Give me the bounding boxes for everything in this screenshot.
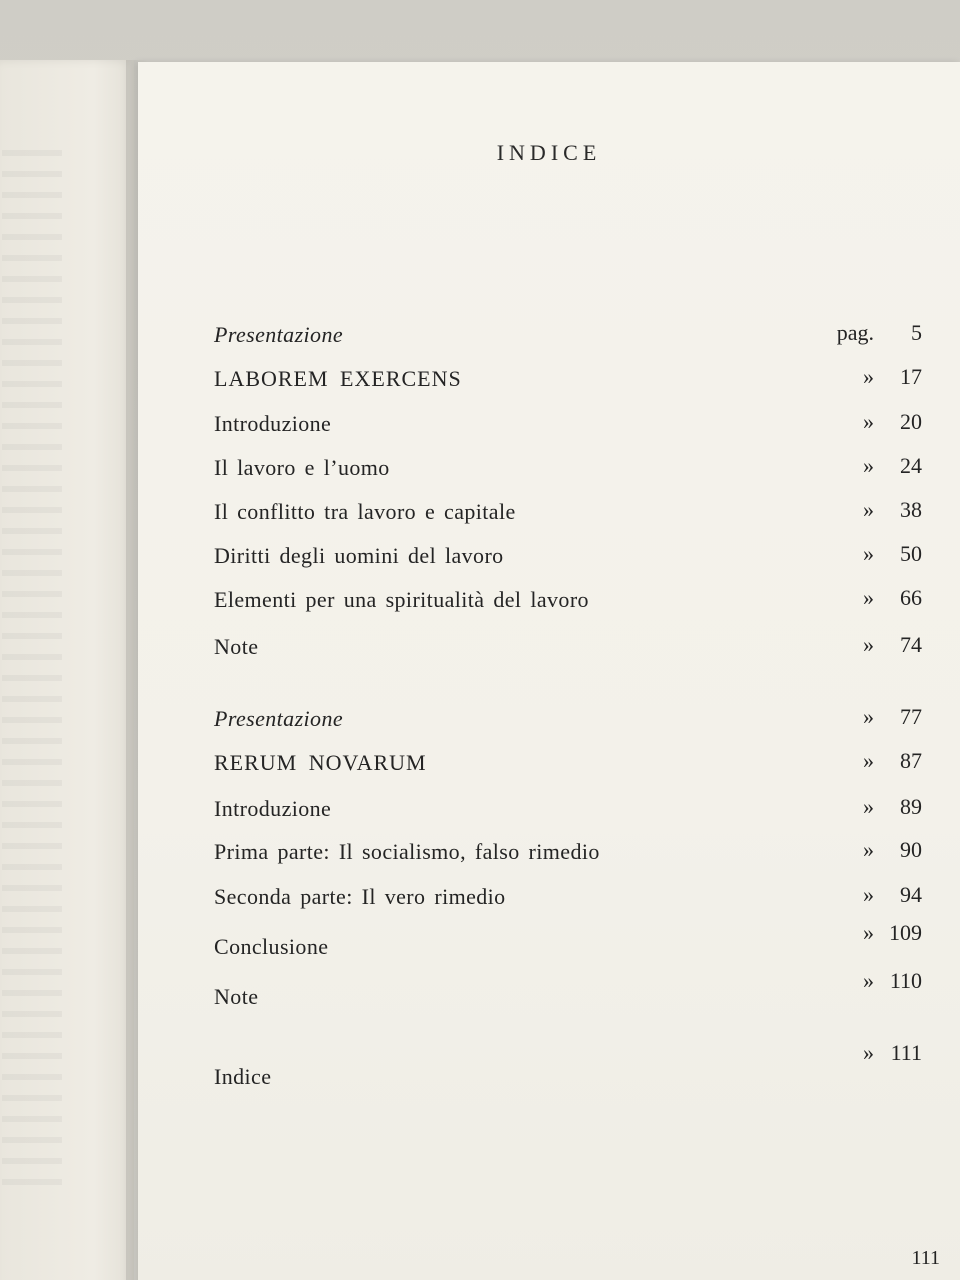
- toc-entry-label: RERUM NOVARUM: [214, 750, 427, 775]
- toc-entry-presentazione-2: [214, 706, 922, 740]
- toc-entry-label: Introduzione: [214, 796, 332, 821]
- toc-entry-label: Il conflitto tra lavoro e capitale: [214, 499, 516, 524]
- toc-entry-page: 5: [911, 320, 922, 345]
- toc-entry-page: 74: [900, 632, 922, 657]
- toc-entry-label: Elementi per una spiritualità del lavoro: [214, 587, 589, 612]
- left-page: [0, 60, 134, 1280]
- right-page: [138, 62, 960, 1280]
- toc-entry-prefix: »: [863, 794, 874, 819]
- toc-entry-lavoro-uomo: [214, 455, 922, 489]
- toc-entry-label: Conclusione: [214, 934, 329, 959]
- toc-entry-page: 66: [900, 585, 922, 610]
- toc-entry-prefix: »: [863, 920, 874, 945]
- toc-entry-prefix: »: [863, 585, 874, 610]
- toc-entry-prima-parte: [214, 839, 922, 873]
- toc-entry-page: 24: [900, 453, 922, 478]
- toc-entry-prefix: »: [863, 541, 874, 566]
- toc-entry-seconda-parte: [214, 884, 922, 918]
- toc-entry-label: Note: [214, 634, 259, 659]
- toc-entry-prefix: »: [863, 837, 874, 862]
- toc-entry-label: Seconda parte: Il vero rimedio: [214, 884, 506, 909]
- toc-entry-prefix: »: [863, 364, 874, 389]
- toc-entry-page: 111: [890, 1040, 922, 1065]
- toc-entry-page: 109: [889, 920, 922, 945]
- toc-entry-prefix: »: [863, 704, 874, 729]
- toc-entry-page: 20: [900, 409, 922, 434]
- toc-entry-conclusione: [214, 920, 922, 968]
- toc-entry-note-2: [214, 968, 922, 1018]
- toc-entry-conflitto: [214, 499, 922, 533]
- toc-entry-prefix: »: [863, 748, 874, 773]
- toc-entry-page: 50: [900, 541, 922, 566]
- toc-entry-page: 110: [889, 968, 922, 993]
- toc-entry-label: Introduzione: [214, 411, 332, 436]
- toc-entry-presentazione-1: [214, 322, 922, 356]
- left-page-bleed-through-text: [2, 150, 62, 1200]
- page-number: 111: [911, 1247, 940, 1269]
- toc-entry-prefix: »: [863, 453, 874, 478]
- page-title: INDICE: [496, 140, 602, 165]
- toc-entry-label: Il lavoro e l’uomo: [214, 455, 390, 480]
- toc-entry-page: 77: [900, 704, 922, 729]
- toc-entry-label: Presentazione: [214, 322, 344, 347]
- toc-entry-label: Indice: [214, 1064, 272, 1089]
- toc-entry-label: Diritti degli uomini del lavoro: [214, 543, 504, 568]
- toc-entry-label: Note: [214, 984, 259, 1009]
- toc-entry-page: 90: [900, 837, 922, 862]
- toc-entry-elementi: [214, 587, 922, 621]
- toc-entry-laborem-exercens: [214, 366, 922, 400]
- toc-entry-page: 17: [900, 364, 922, 389]
- toc-entry-prefix: »: [863, 882, 874, 907]
- toc-entry-page: 89: [900, 794, 922, 819]
- toc-entry-note-1: [214, 634, 922, 668]
- toc-entry-prefix: »: [863, 497, 874, 522]
- toc-entry-rerum-novarum: [214, 750, 922, 784]
- toc-entry-diritti: [214, 543, 922, 577]
- toc-entry-label: LABOREM EXERCENS: [214, 366, 462, 391]
- toc-entry-label: Prima parte: Il socialismo, falso rimedio: [214, 839, 600, 864]
- toc-entry-prefix: »: [863, 968, 874, 993]
- toc-entry-prefix: »: [863, 632, 874, 657]
- toc-entry-prefix: pag.: [836, 320, 874, 345]
- toc-entry-page: 94: [900, 882, 922, 907]
- toc-entry-page: 38: [900, 497, 922, 522]
- toc-entry-prefix: »: [863, 409, 874, 434]
- toc-entry-indice: [214, 1040, 922, 1098]
- toc-entry-label: Presentazione: [214, 706, 344, 731]
- toc-entry-introduzione-1: [214, 411, 922, 445]
- toc-entry-page: 87: [900, 748, 922, 773]
- toc-entry-introduzione-2: [214, 796, 922, 830]
- toc-entry-prefix: »: [863, 1040, 874, 1065]
